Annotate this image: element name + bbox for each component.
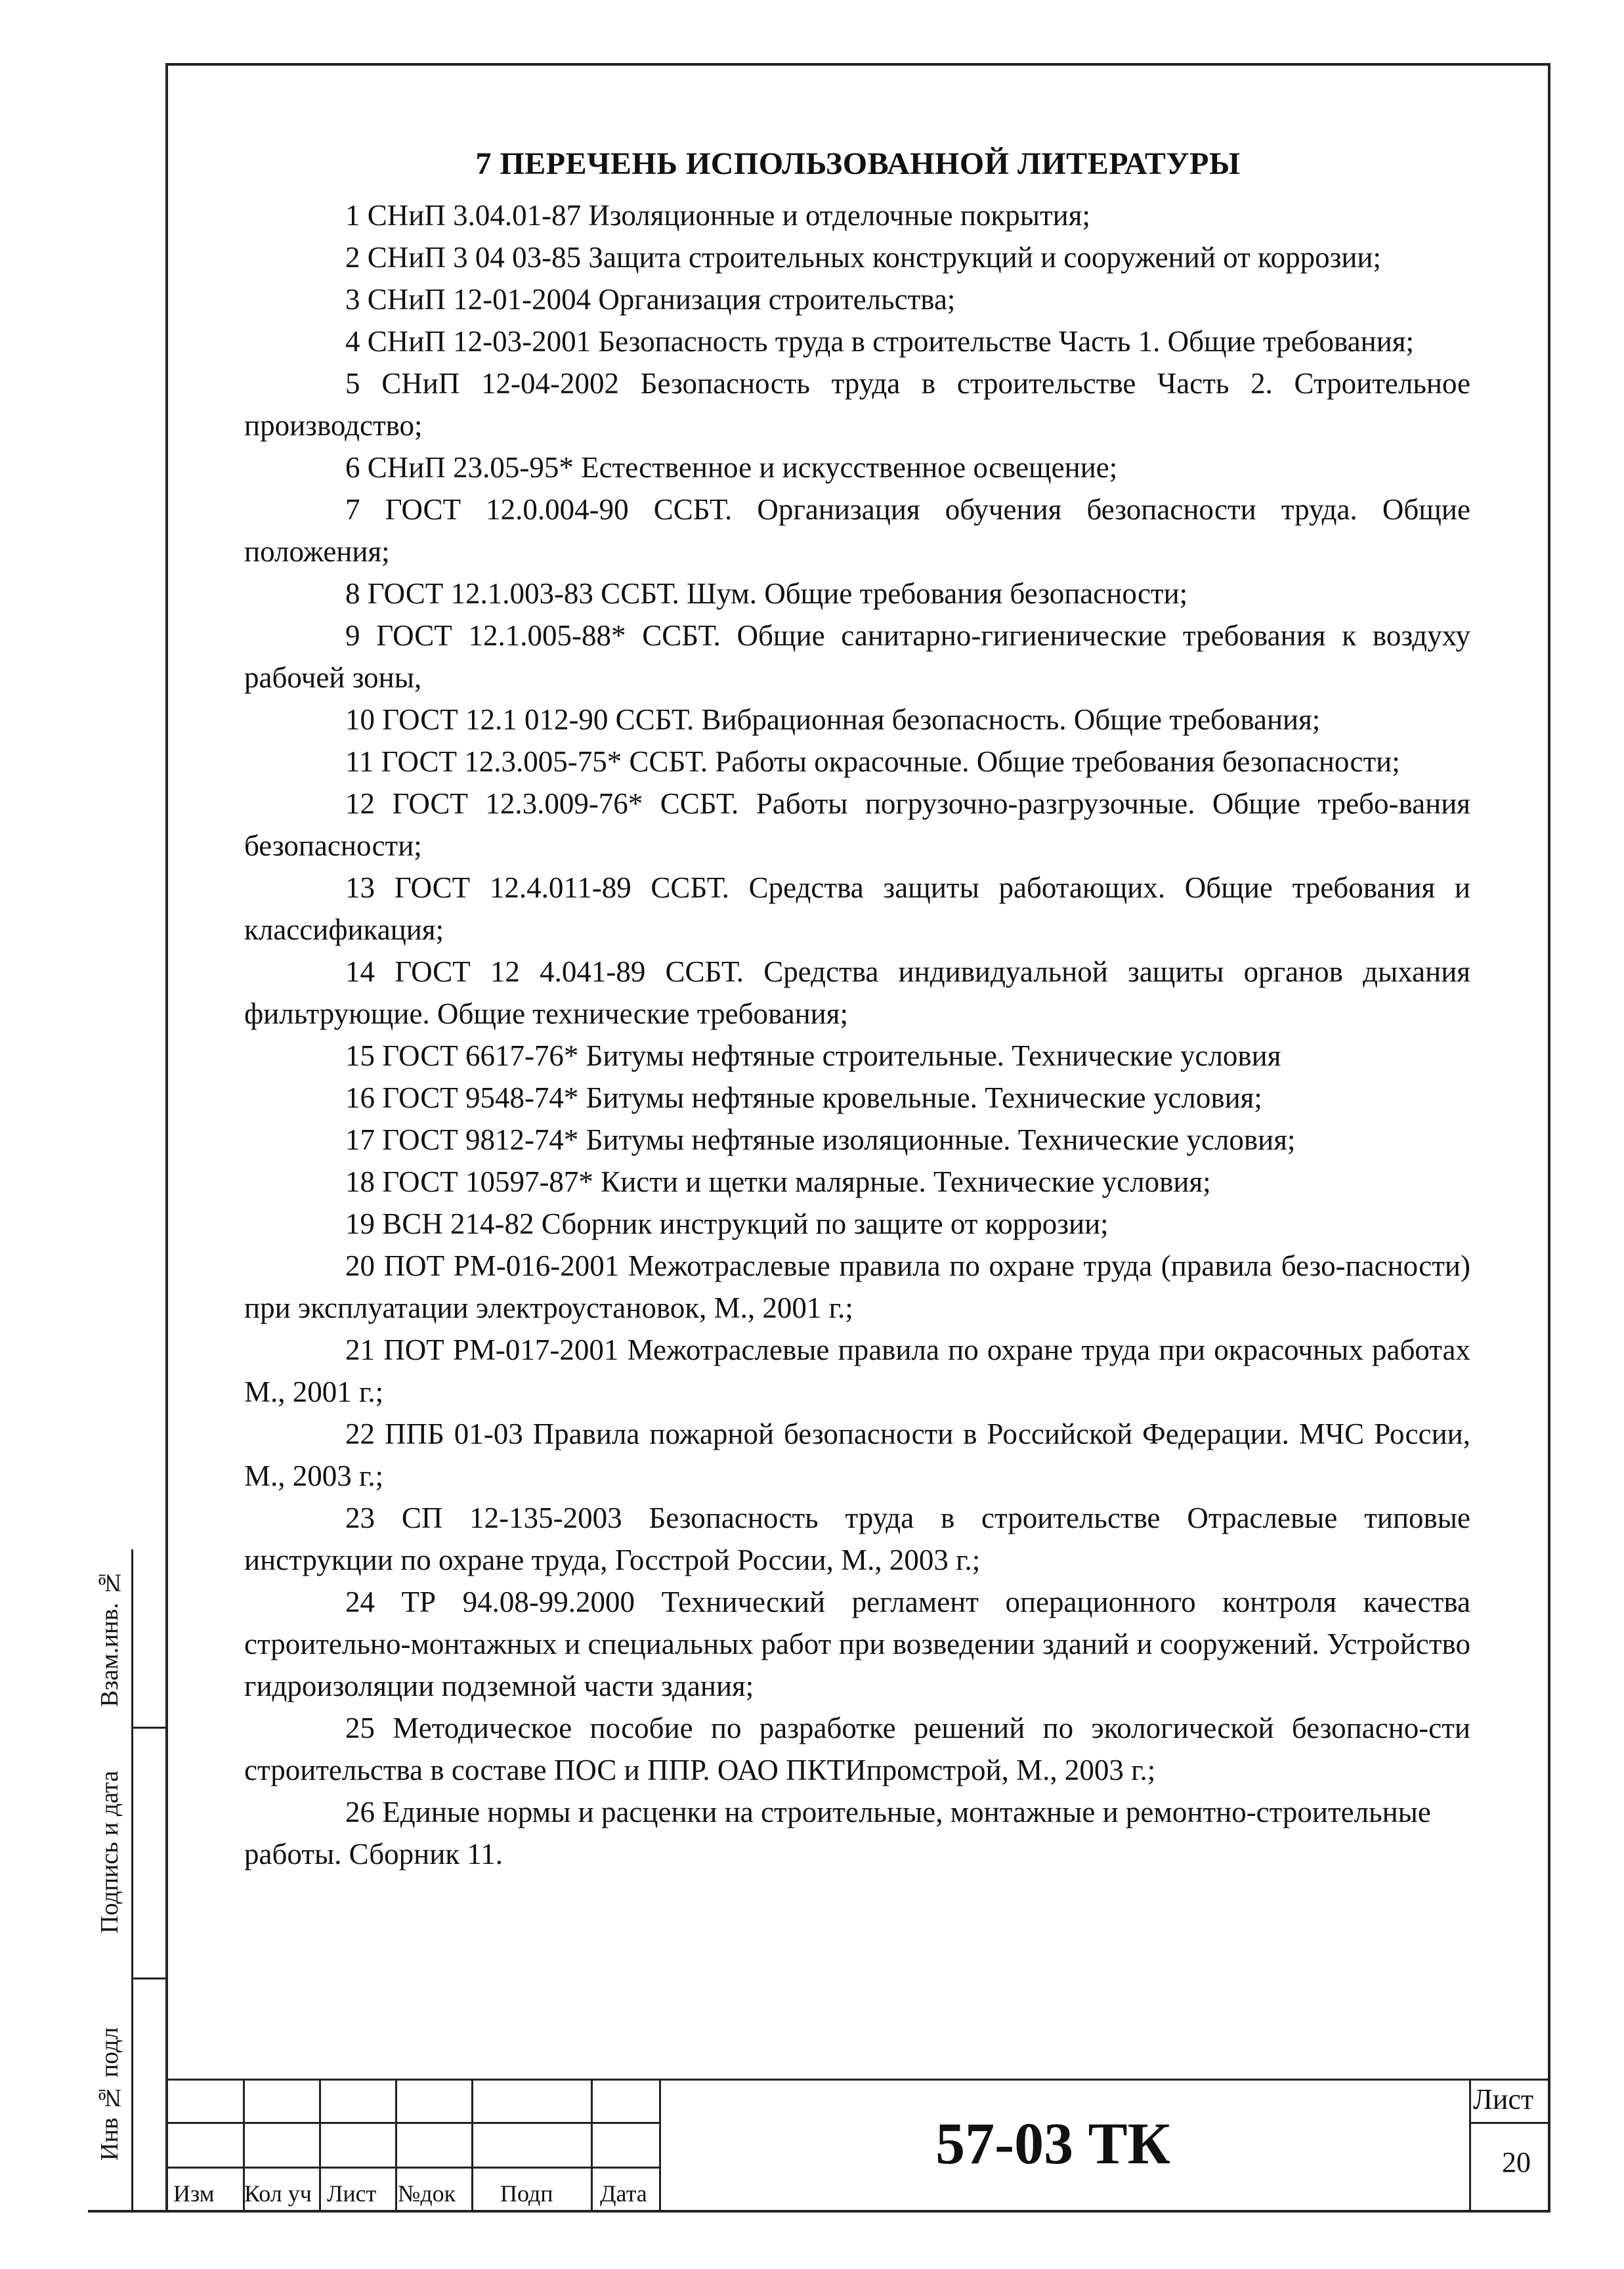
list-item: 1 СНиП 3.04.01-87 Изоляционные и отделочные покрытия; xyxy=(345,199,1090,232)
side-label-vzam: Взам.инв. № xyxy=(96,1568,123,1708)
list-item: 13 ГОСТ 12.4.011-89 ССБТ. Средства защиты работающих. Общие требования и классификация; xyxy=(244,871,1470,946)
stamp-grid-line xyxy=(319,2079,321,2210)
stamp-col-ndok: №док xyxy=(398,2180,456,2207)
references-list xyxy=(244,194,1470,1875)
stamp-grid-line xyxy=(167,2122,659,2124)
list-item: 16 ГОСТ 9548-74* Битумы нефтяные кровельные. Технические условия; xyxy=(345,1081,1262,1114)
list-item: 8 ГОСТ 12.1.003-83 ССБТ. Шум. Общие требования безопасности; xyxy=(345,577,1188,610)
document-code: 57-03 ТК xyxy=(935,2111,1170,2176)
list-item: 4 СНиП 12-03-2001 Безопасность труда в строительстве Часть 1. Общие требования; xyxy=(345,325,1415,358)
list-item: 23 СП 12-135-2003 Безопасность труда в строительстве Отраслевые типовые инструкции по охране труда, Госстрой России, М., 2003 г.; xyxy=(244,1502,1470,1576)
title-block xyxy=(167,2079,1549,2210)
list-item: 5 СНиП 12-04-2002 Безопасность труда в строительстве Часть 2. Строительное производство; xyxy=(244,367,1470,442)
section-title: 7 ПЕРЕЧЕНЬ ИСПОЛЬЗОВАННОЙ ЛИТЕРАТУРЫ xyxy=(475,146,1241,181)
list-item: 7 ГОСТ 12.0.004-90 ССБТ. Организация обучения безопасности труда. Общие положения; xyxy=(244,493,1470,568)
frame-bottom-line xyxy=(88,2210,1550,2213)
list-item: 17 ГОСТ 9812-74* Битумы нефтяные изоляционные. Технические условия; xyxy=(345,1123,1296,1156)
list-item: 3 СНиП 12-01-2004 Организация строительства; xyxy=(345,283,956,316)
list-item: 14 ГОСТ 12 4.041-89 ССБТ. Средства индивидуальной защиты органов дыхания фильтрующие. Общие технические требования; xyxy=(244,955,1470,1030)
list-item: 26 Единые нормы и расценки на строительные, монтажные и ремонтно-строительные работы. Сборник 11. xyxy=(244,1796,1431,1870)
stamp-col-list: Лист xyxy=(327,2180,377,2207)
stamp-grid-line xyxy=(471,2079,473,2210)
list-item: 6 СНиП 23.05-95* Естественное и искусственное освещение; xyxy=(345,451,1118,484)
side-label-inv: Инв № подл xyxy=(96,2027,123,2161)
stamp-col-kol-uch: Кол уч xyxy=(244,2180,312,2207)
list-item: 18 ГОСТ 10597-87* Кисти и щетки малярные. Технические условия; xyxy=(345,1165,1211,1198)
stamp-grid-line xyxy=(659,2079,661,2210)
list-item: 9 ГОСТ 12.1.005-88* ССБТ. Общие санитарно-гигиенические требования к воздуху рабочей зоны, xyxy=(244,619,1470,694)
stamp-col-izm: Изм xyxy=(173,2180,215,2207)
list-item: 25 Методическое пособие по разработке решений по экологической безопасно-сти строительства в составе ПОС и ППР. ОАО ПКТИпромстрой, М., 2003 г.; xyxy=(244,1712,1470,1786)
list-item: 22 ППБ 01-03 Правила пожарной безопасности в Российской Федерации. МЧС России, М., 2003 г.; xyxy=(244,1417,1470,1492)
side-label-podpis: Подпись и дата xyxy=(96,1770,123,1934)
side-stamp-separator xyxy=(131,1977,165,1979)
list-item: 15 ГОСТ 6617-76* Битумы нефтяные строительные. Технические условия xyxy=(345,1039,1281,1072)
list-item: 21 ПОТ РМ-017-2001 Межотраслевые правила по охране труда при окрасочных работах М., 2001 г.; xyxy=(244,1333,1470,1408)
stamp-grid-line xyxy=(1469,2079,1471,2210)
list-item: 19 ВСН 214-82 Сборник инструкций по защите от коррозии; xyxy=(345,1207,1109,1240)
list-item: 11 ГОСТ 12.3.005-75* ССБТ. Работы окрасочные. Общие требования безопасности; xyxy=(345,745,1400,778)
list-item: 24 ТР 94.08-99.2000 Технический регламент операционного контроля качества строительно-монтажных и специальных работ при возведении зданий и сооружений. Устройство гидроизоляции подземной части здания; xyxy=(244,1586,1470,1702)
stamp-grid-line xyxy=(591,2079,593,2210)
stamp-grid-line xyxy=(1469,2122,1549,2124)
side-stamp-line xyxy=(131,1549,133,2210)
side-stamp-separator xyxy=(131,1727,165,1729)
side-stamp xyxy=(88,1549,165,2210)
stamp-grid-line xyxy=(167,2167,659,2169)
sheet-number: 20 xyxy=(1502,2146,1531,2178)
stamp-col-podp: Подп xyxy=(500,2180,553,2207)
sheet-label: Лист xyxy=(1473,2083,1534,2115)
list-item: 12 ГОСТ 12.3.009-76* ССБТ. Работы погрузочно-разгрузочные. Общие требо-вания безопасности; xyxy=(244,787,1470,862)
list-item: 2 СНиП 3 04 03-85 Защита строительных конструкций и сооружений от коррозии; xyxy=(345,241,1382,274)
stamp-top-line xyxy=(167,2079,1549,2081)
stamp-grid-line xyxy=(395,2079,397,2210)
list-item: 10 ГОСТ 12.1 012-90 ССБТ. Вибрационная безопасность. Общие требования; xyxy=(345,703,1321,736)
stamp-col-data: Дата xyxy=(600,2180,647,2207)
list-item: 20 ПОТ РМ-016-2001 Межотраслевые правила по охране труда (правила безо-пасности) при эксплуатации электроустановок, М., 2001 г.; xyxy=(244,1249,1470,1324)
